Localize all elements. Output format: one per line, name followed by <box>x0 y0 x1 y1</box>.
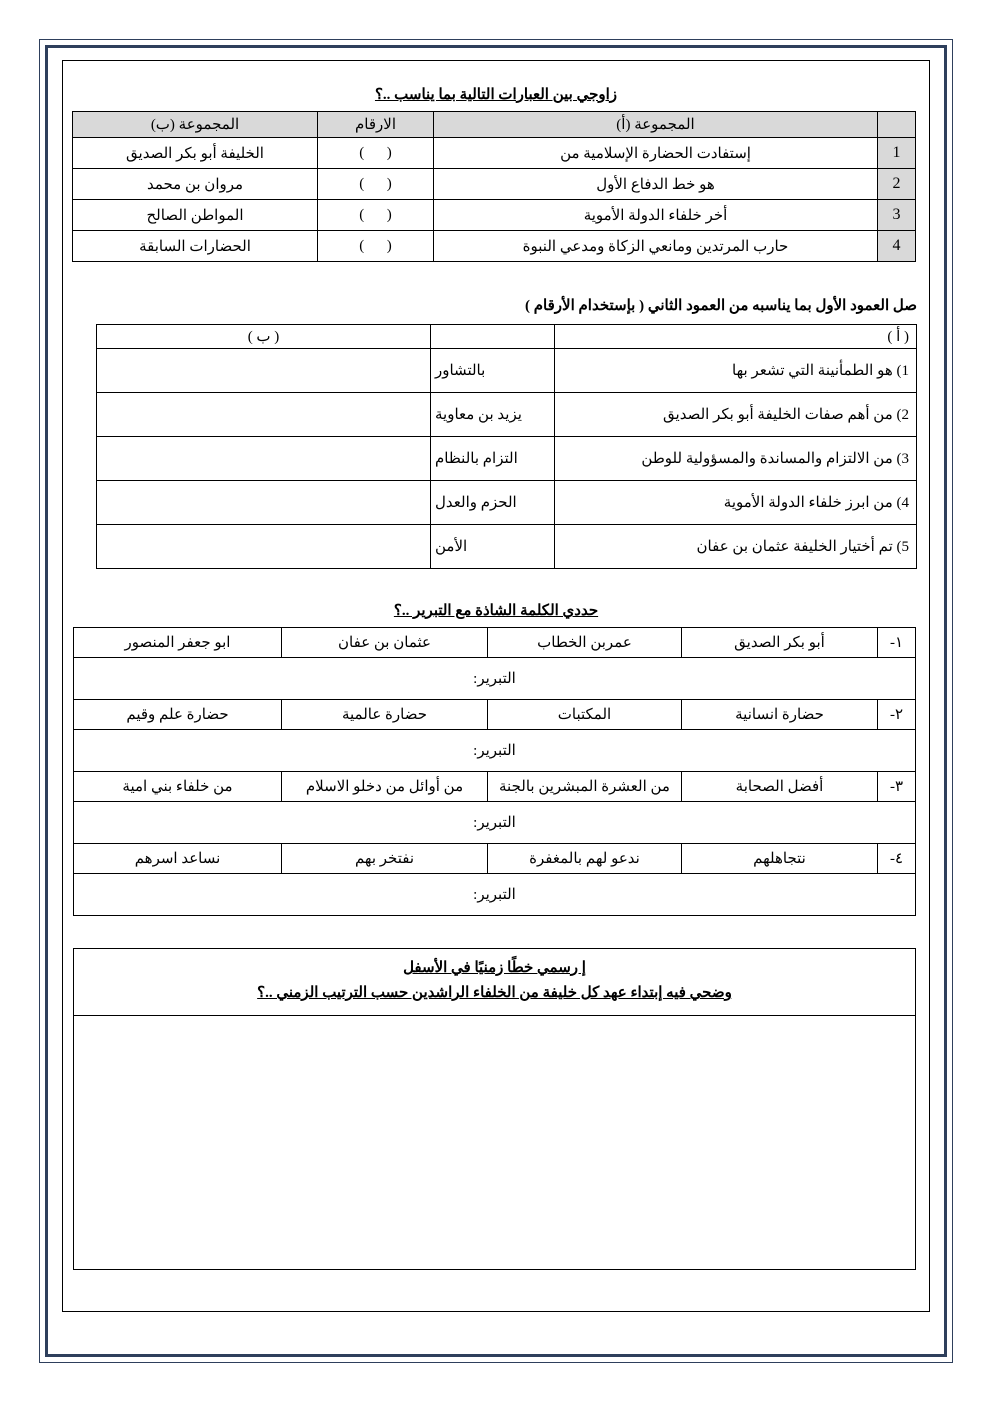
t1-header-group-a: المجموعة (أ) <box>434 112 878 138</box>
group-b-phrase: الحضارات السابقة <box>73 231 318 262</box>
group-b-phrase: الخليفة أبو بكر الصديق <box>73 138 318 169</box>
row-number: 3 <box>878 200 916 231</box>
column-a-item: 1) هو الطمأنينة التي تشعر بها <box>555 349 917 393</box>
section2-title: صل العمود الأول بما يناسبه من العمود الثاني ( بإستخدام الأرقام ) <box>525 298 917 314</box>
group-a-phrase: أخر خلفاء الدولة الأموية <box>434 200 878 231</box>
odd-word-table <box>73 627 916 916</box>
section1-title: زاوجي بين العبارات التالية بما يناسب ..؟ <box>374 87 618 103</box>
table-header-row <box>73 112 916 138</box>
connect-columns-table <box>96 324 917 569</box>
word-option: عمربن الخطاب <box>488 628 682 658</box>
table-row <box>97 525 917 569</box>
answer-blank-cell <box>97 393 431 437</box>
table-header-row <box>97 325 917 349</box>
t2-header-middle-blank <box>431 325 555 349</box>
row-number: 2 <box>878 169 916 200</box>
t1-header-numbers: الارقام <box>318 112 434 138</box>
table-row <box>73 169 916 200</box>
justification-label: التبرير: <box>74 658 916 700</box>
question-number: ٢- <box>878 700 916 730</box>
question-number: ١- <box>878 628 916 658</box>
table-row <box>74 844 916 874</box>
group-a-phrase: إستفادت الحضارة الإسلامية من <box>434 138 878 169</box>
word-option: حضارة علم وقيم <box>74 700 282 730</box>
justification-label: التبرير: <box>74 802 916 844</box>
answer-parentheses: ( ) <box>318 169 434 200</box>
word-option: نتجاهلهم <box>682 844 878 874</box>
answer-parentheses: ( ) <box>318 138 434 169</box>
column-a-item: 2) من أهم صفات الخليفة أبو بكر الصديق <box>555 393 917 437</box>
word-option: من خلفاء بني امية <box>74 772 282 802</box>
answer-parentheses: ( ) <box>318 200 434 231</box>
row-number: 1 <box>878 138 916 169</box>
justification-label: التبرير: <box>74 730 916 772</box>
worksheet-content-box <box>62 60 930 1312</box>
table-row <box>97 393 917 437</box>
column-b-item: بالتشاور <box>431 349 555 393</box>
timeline-drawing-area <box>74 1016 915 1269</box>
column-b-item: الحزم والعدل <box>431 481 555 525</box>
justification-row <box>74 658 916 700</box>
word-option: حضارة عالمية <box>282 700 488 730</box>
timeline-titles <box>74 949 915 1016</box>
answer-blank-cell <box>97 525 431 569</box>
match-phrases-table <box>72 111 916 262</box>
table-row <box>74 772 916 802</box>
word-option: نساعد اسرهم <box>74 844 282 874</box>
row-number: 4 <box>878 231 916 262</box>
word-option: ندعو لهم بالمغفرة <box>488 844 682 874</box>
table-row <box>97 349 917 393</box>
t1-header-group-b: المجموعة (ب) <box>73 112 318 138</box>
word-option: عثمان بن عفان <box>282 628 488 658</box>
word-option: نفتخر بهم <box>282 844 488 874</box>
t2-header-b: ( ب ) <box>97 325 431 349</box>
table-row <box>74 700 916 730</box>
timeline-title-line1: إ رسمي خطًا زمنيًا في الأسفل <box>403 960 586 976</box>
word-option: حضارة انسانية <box>682 700 878 730</box>
justification-label: التبرير: <box>74 874 916 916</box>
word-option: من العشرة المبشرين بالجنة <box>488 772 682 802</box>
word-option: من أوائل من دخلو الاسلام <box>282 772 488 802</box>
t2-header-a: ( أ ) <box>555 325 917 349</box>
column-b-item: يزيد بن معاوية <box>431 393 555 437</box>
word-option: ابو جعفر المنصور <box>74 628 282 658</box>
column-a-item: 3) من الالتزام والمساندة والمسؤولية للوطن <box>555 437 917 481</box>
t1-header-number-cell <box>878 112 916 138</box>
group-a-phrase: هو خط الدفاع الأول <box>434 169 878 200</box>
justification-row <box>74 730 916 772</box>
group-b-phrase: المواطن الصالح <box>73 200 318 231</box>
section3-title: حددي الكلمة الشاذة مع التبرير ..؟ <box>393 603 599 619</box>
column-b-item: التزام بالنظام <box>431 437 555 481</box>
answer-blank-cell <box>97 437 431 481</box>
table-row <box>97 481 917 525</box>
answer-parentheses: ( ) <box>318 231 434 262</box>
table-row <box>97 437 917 481</box>
word-option: أبو بكر الصديق <box>682 628 878 658</box>
table-row <box>73 138 916 169</box>
justification-row <box>74 802 916 844</box>
question-number: ٤- <box>878 844 916 874</box>
word-option: أفضل الصحابة <box>682 772 878 802</box>
column-b-item: الأمن <box>431 525 555 569</box>
answer-blank-cell <box>97 481 431 525</box>
timeline-title-line2: وضحي فيه إبتداء عهد كل خليفة من الخلفاء الراشدين حسب الترتيب الزمني ..؟ <box>257 985 732 1001</box>
justification-row <box>74 874 916 916</box>
word-option: المكتبات <box>488 700 682 730</box>
group-a-phrase: حارب المرتدين ومانعي الزكاة ومدعي النبوة <box>434 231 878 262</box>
timeline-section-box <box>73 948 916 1270</box>
column-a-item: 5) تم أختيار الخليفة عثمان بن عفان <box>555 525 917 569</box>
question-number: ٣- <box>878 772 916 802</box>
answer-blank-cell <box>97 349 431 393</box>
column-a-item: 4) من ابرز خلفاء الدولة الأموية <box>555 481 917 525</box>
table-row <box>74 628 916 658</box>
table-row <box>73 231 916 262</box>
group-b-phrase: مروان بن محمد <box>73 169 318 200</box>
table-row <box>73 200 916 231</box>
